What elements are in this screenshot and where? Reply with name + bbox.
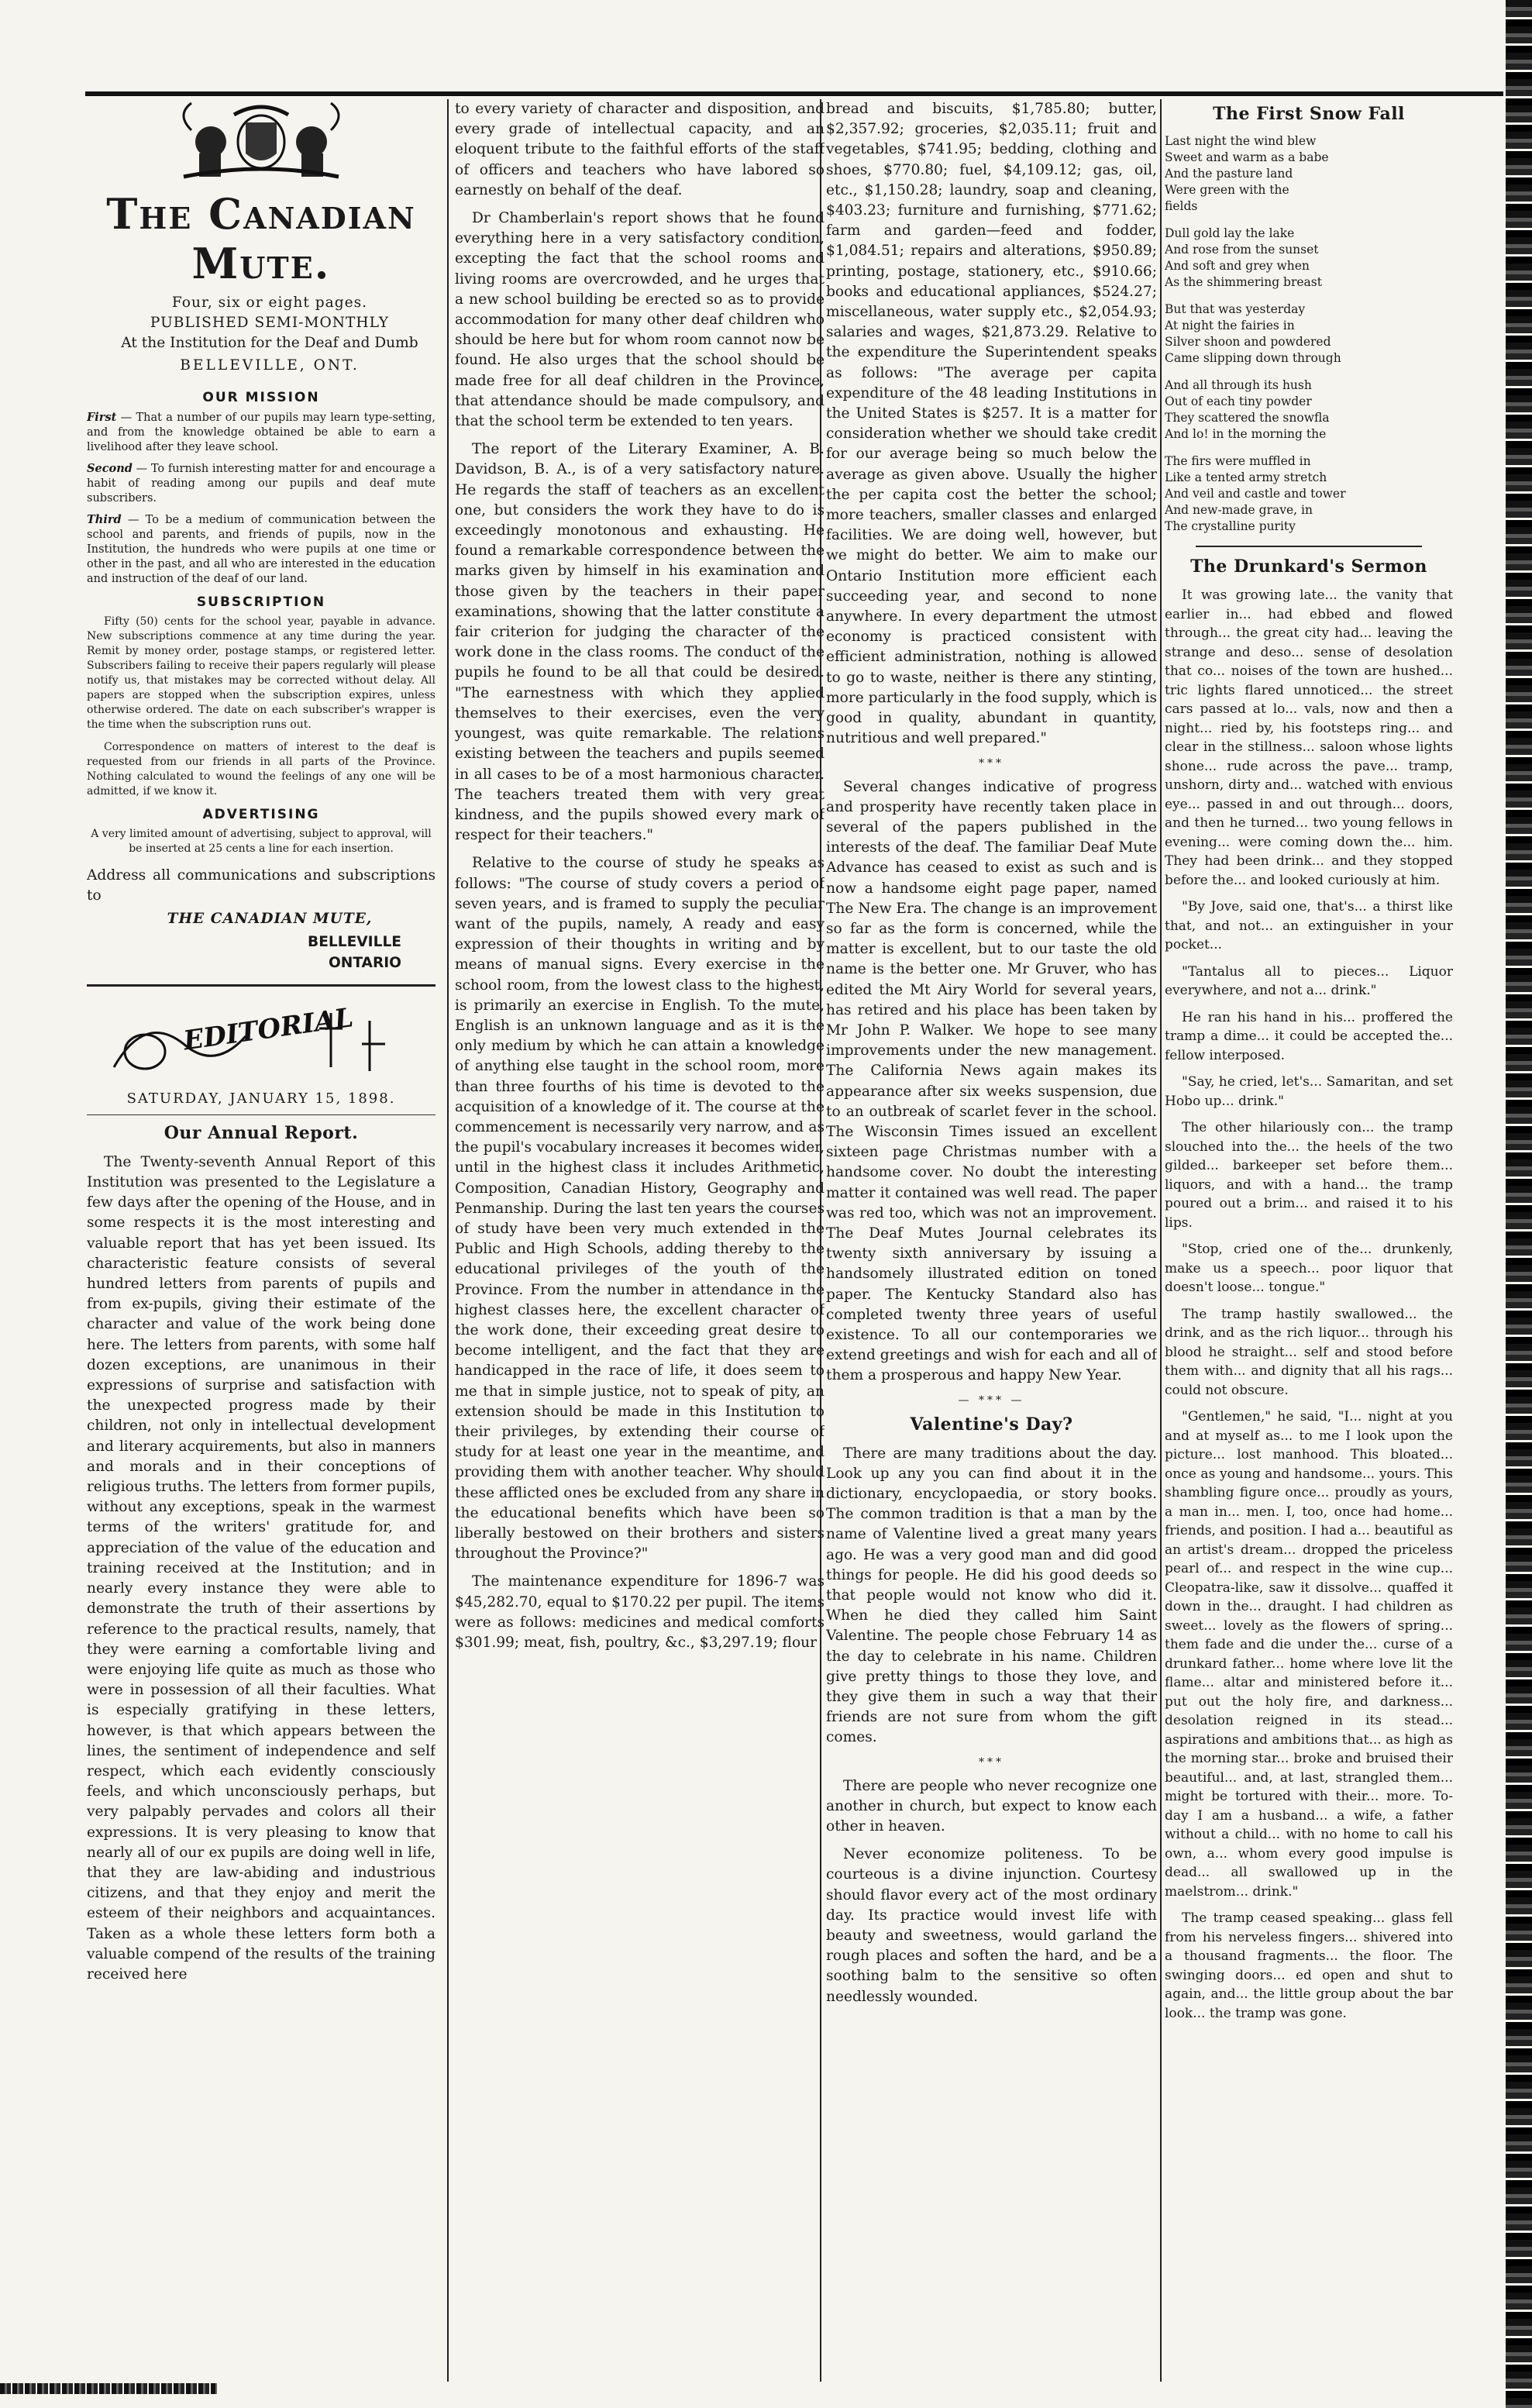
poem-line: At night the fairies in <box>1165 319 1295 332</box>
poem-line: Were green with the <box>1165 183 1289 197</box>
mission-item-text: To furnish interesting matter for and encourage a habit of reading among our pupils and deaf mute subscribers. <box>87 462 436 505</box>
address-town: BELLEVILLE <box>308 934 401 951</box>
changes-paragraph: Several changes indicative of progress and prosperity have recently taken place in several of the papers published in the interests of the deaf. The familiar Deaf Mute Advance has ceased to exist as such and is now a handsome eight page paper, named The New Era. The change is an improvement so far as the form is concerned, while the matter is excellent, but to our taste the old name is the better one. Mr Gruver, who has edited the Mt Airy World for several years, has retired and his place has been taken by Mr John P. Walker. We hope to see many improvements under the new management. The California News again makes its appearance after six weeks suspension, due to an outbreak of scarlet fever in the school. The Wisconsin Times issued an excellent sixteen page Christmas number with a handsome cover. No doubt the interesting matter it contained was well read. The paper was red too, which was not an improvement. The Deaf Mutes Journal celebrates its twenty sixth anniversary by issuing a handsomely illustrated edition on toned paper. The Kentucky Standard also has completed twenty three years of useful existence. To all our contemporaries we extend greetings and wish for each and all of them a prosperous and happy New Year. <box>826 778 1157 1384</box>
advertising-text: A very limited amount of advertising, subject to approval, will be inserted at 25 cents a line for each insertion. <box>91 827 432 855</box>
poem-line: The crystalline purity <box>1165 519 1296 533</box>
sermon-paragraph: The tramp ceased speaking... glass fell from his nerveless fingers... shivered into a thousand fragments... the floor. The swinging doors... ed open and shut to again, and... the little group about the bar look... the tramp was gone. <box>1165 1910 1453 2021</box>
article-title: Our Annual Report. <box>164 1122 359 1143</box>
divider <box>87 984 436 987</box>
mission-list <box>87 410 436 587</box>
column-2 <box>455 99 825 2386</box>
coat-of-arms-icon <box>168 99 354 184</box>
mission-item-label: Second <box>87 461 133 475</box>
poem-line: And soft and grey when <box>1165 259 1310 273</box>
poem-line: But that was yesterday <box>1165 302 1306 316</box>
column-4 <box>1165 99 1453 2386</box>
poem-line: Silver shoon and powdered <box>1165 335 1331 349</box>
separator: — *** — <box>958 1393 1025 1407</box>
sermon-paragraph: It was growing late... the vanity that earlier in... had ebbed and flowed through... the great city had... leaving the strange and deso... sense of desolation that co... noises of the town are hushed... tric lights flared unnoticed... the street cars passed at lo... vals, now and then a night... ried by, his footsteps ring... and clear in the stillness... saloon whose lights shone... rude across the pave... tramp, unshorn, dirty and... watched with envious eye... passed in and out through... doors, and then he turned... two young fellows in evening... were coming down the... him. They had been drink... and they stopped before the... and looked curiously at him. <box>1165 587 1453 888</box>
top-rule <box>85 91 1503 96</box>
valentine-paragraph: There are people who never recognize one another in church, but expect to know each other in heaven. <box>826 1777 1157 1835</box>
mission-item-label: Third <box>87 512 122 526</box>
sermon-paragraph: He ran his hand in his... proffered the tramp a dime... it could be accepted the... fellow interposed. <box>1165 1009 1453 1063</box>
article-paragraph: The Twenty-seventh Annual Report of this Institution was presented to the Legislature a few days after the opening of the House, and in some respects it is the most interesting and valuable report that has yet been issued. Its characteristic feature consists of several hundred letters from parents of pupils and from ex-pupils, giving their estimate of the character and value of the work being done here. The letters from parents, with some half dozen exceptions, are unanimous in their expressions of surprise and satisfaction with the unexpected progress made by their children, not only in intellectual development and literary acquirements, but also in manners and morals and in their conceptions of religious truths. The letters from former pupils, without any exceptions, speak in the warmest terms of the writers' gratitude for, and appreciation of the value of the education and training received at the Institution; and in nearly every instance they were able to demonstrate the truth of their assertions by reference to the practical results, namely, that they were earning a comfortable living and were enjoying life quite as much as those who were in possession of all their faculties. What is especially gratifying in these letters, however, is that which appears between the lines, the sentiment of independence and self respect, which each evidently consciously feels, and which unconsciously perhaps, but very palpably pervades and colors all their expressions. It is very pleasing to know that nearly all of our ex pupils are doing well in life, that they are law-abiding and industrious citizens, and that they enjoy and merit the esteem of their neighbors and acquaintances. Taken as a whole these letters form both a valuable compend of the results of the training received here <box>87 1153 436 1983</box>
poem-line: Like a tented army stretch <box>1165 470 1327 484</box>
editorial-banner-text: EDITORIAL <box>181 1001 356 1057</box>
masthead-institution: At the Institution for the Deaf and Dumb <box>121 335 418 352</box>
scan-edge <box>1506 0 1532 2408</box>
article-paragraph: The maintenance expenditure for 1896-7 was $45,282.70, equal to $170.22 per pupil. The items were as follows: medicines and medical comforts $301.99; meat, fish, poultry, &c., $3,297.19; flour <box>455 1573 825 1652</box>
poem-line: Came slipping down through <box>1165 351 1341 365</box>
column-rule <box>1160 99 1162 2382</box>
column-rule <box>447 99 449 2382</box>
poem-line: Sweet and warm as a babe <box>1165 150 1329 164</box>
poem-line: And rose from the sunset <box>1165 243 1319 257</box>
poem-line: And new-made grave, in <box>1165 503 1313 517</box>
mission-heading: OUR MISSION <box>202 389 320 405</box>
separator: *** <box>979 1755 1004 1769</box>
sermon-paragraph: "Stop, cried one of the... drunkenly, make us a speech... poor liquor that doesn't loose... tongue." <box>1165 1242 1453 1295</box>
poem-line: Out of each tiny powder <box>1165 394 1312 408</box>
subscription-note: Correspondence on matters of interest to the deaf is requested from our friends in all parts of the Province. Nothing calculated to wound the feelings of any one will be admitted, if we know it. <box>87 740 436 797</box>
divider <box>1196 546 1422 547</box>
subscription-heading: SUBSCRIPTION <box>196 594 326 610</box>
poem-stanza <box>1165 377 1453 443</box>
article-paragraph: Dr Chamberlain's report shows that he found everything here in a very satisfactory condition, excepting the fact that the school rooms and living rooms are overcrowded, and he urges that a new school building be erected so as to provide accommodation for many other deaf children who should be here but for whom room cannot now be found. He also urges that the school should be made free for all deaf children in the Province, that attendance should be made compulsory, and that the school term be extended to ten years. <box>455 210 825 430</box>
sermon-paragraph: "By Jove, said one, that's... a thirst like that, and not... an extinguisher in your pocket... <box>1165 899 1453 953</box>
poem-line: And veil and castle and tower <box>1165 487 1346 501</box>
poem-stanza <box>1165 226 1453 291</box>
sermon-title: The Drunkard's Sermon <box>1190 556 1427 577</box>
mission-item-text: That a number of our pupils may learn type-setting, and from the knowledge obtained be able to earn a livelihood after they leave school. <box>87 411 436 453</box>
poem-line: They scattered the snowfla <box>1165 411 1330 425</box>
poem-line: The firs were muffled in <box>1165 454 1311 468</box>
address-province: ONTARIO <box>328 954 401 971</box>
mission-item: Second — To furnish interesting matter for and encourage a habit of reading among our pupils and deaf mute subscribers. <box>87 461 436 505</box>
poem-line: And all through its hush <box>1165 378 1312 392</box>
address-name: THE CANADIAN MUTE, <box>167 911 373 928</box>
valentine-title: Valentine's Day? <box>910 1414 1073 1435</box>
poem-line: And the pasture land <box>1165 167 1293 181</box>
article-paragraph: to every variety of character and disposition, and every grade of intellectual capacity, and an eloquent tribute to the faithful efforts of the staff of officers and teachers who have labored so earnestly on behalf of the deaf. <box>455 101 825 198</box>
masthead-title: The Canadian Mute. <box>106 189 416 288</box>
mission-item: First — That a number of our pupils may learn type-setting, and from the knowledge obtained be able to earn a livelihood after they leave school. <box>87 410 436 453</box>
poem-stanza <box>1165 133 1453 215</box>
poem-line: fields <box>1165 199 1198 213</box>
article-paragraph: bread and biscuits, $1,785.80; butter, $2,357.92; groceries, $2,035.11; fruit and vegetables, $741.95; bedding, clothing and shoes, $770.80; fuel, $4,109.12; gas, oil, etc., $1,150.28; laundry, soap and cleaning, $403.23; furniture and furnishing, $771.62; farm and garden—feed and fodder, $1,084.51; repairs and alterations, $950.89; printing, postage, stationery, etc., $910.66; books and educational appliances, $524.27; miscellaneous, water supply etc., $2,054.93; salaries and wages, $21,873.29. Relative to the expenditure the Superintendent speaks as follows: "The average per capita expenditure of the 48 leading Institutions in the United States is $257. It is a matter for consideration whether we should take credit for our average being so much below the average as given above. Usually the higher the per capita cost the better the school; more teachers, smaller classes and enlarged facilities. We are doing well, however, but we might do better. We aim to make our Ontario Institution more efficient each succeeding year, and second to none anywhere. In every department the utmost economy is practiced consistent with efficient administration, nothing is allowed to go to waste, neither is there any stinting, more particularly in the food supply, which is good in quality, abundant in quantity, nutritious and well prepared." <box>826 101 1157 747</box>
sermon-paragraph: "Tantalus all to pieces... Liquor everywhere, and not a... drink." <box>1165 963 1453 998</box>
subscription-text: Fifty (50) cents for the school year, payable in advance. New subscriptions commence at any time during the year. Remit by money order, postage stamps, or registered letter. Subscribers failing to receive their papers regularly will please notify us, that mistakes may be corrected without delay. All papers are stopped when the subscription expires, unless otherwise ordered. The date on each subscriber's wrapper is the time when the subscription runs out. <box>87 615 436 731</box>
dateline-rule <box>87 1114 436 1115</box>
dateline: SATURDAY, JANUARY 15, 1898. <box>126 1090 396 1107</box>
poem-title: The First Snow Fall <box>1213 104 1405 124</box>
poem-line: And lo! in the morning the <box>1165 427 1327 441</box>
sermon-paragraph: "Gentlemen," he said, "I... night at you and at myself as... to me I look upon the picture... lost manhood. This bloated... once as young and handsome... yours. This shambling figure once... proudly as yours, a man in... men. I, too, once had home... friends, and position. I had a... beautiful as an artist's dream... dropped the priceless pearl of... and respect in the wine cup... Cleopatra-like, saw it dissolve... quaffed it down in the... draught. I had children as sweet... lovely as the flowers of spring... them fade and die under the... curse of a drunkard father... home where love lit the flame... altar and ministered before it... put out the holy fire, and darkness... desolation reigned in its stead... aspirations and ambitions that... as high as the morning star... broke and bruised their beautiful... and, at last, strangled them... might be tortured with their... more. To-day I am a husband... a wife, a father without a child... with no home to call his own, a... whom every good impulse is dead... all swallowed up in the maelstrom... drink." <box>1165 1409 1453 1900</box>
masthead-pages: Four, six or eight pages. <box>171 295 368 311</box>
masthead-published: PUBLISHED SEMI-MONTHLY <box>150 315 390 332</box>
article-paragraph: Relative to the course of study he speaks as follows: "The course of study covers a period of seven years, and is framed to supply the peculiar want of the pupils, namely, A ready and easy expression of their thoughts in writing and by means of manual signs. Every exercise in the school room, from the lowest class to the highest, is primarily an exercise in English. To the mute, English is an unknown language and as it is the only medium by which he can attain a knowledge of anything else taught in the school room, more than three fourths of his time is devoted to the acquisition of a knowledge of it. The course at the commencement is necessarily very narrow, and as the pupil's vocabulary increases it becomes wider, until in the highest class it includes Arithmetic, Composition, Canadian History, Geography and Penmanship. During the last ten years the courses of study have been very much extended in the Public and High Schools, adding thereby to the educational privileges of the youth of the Province. From the number in attendance in the highest classes here, the excellent character of the work done, their exceeding great desire to become intelligent, and the fact that they are handicapped in the race of life, it does seem to me that in simple justice, not to speak of pity, an extension should be made in this Institution to their privileges, by extending their course of study for at least one year in the meantime, and providing them with another teacher. Why should these afflicted ones be excluded from any share in the educational benefits which have been so liberally bestowed on their brothers and sisters throughout the Province?" <box>455 855 825 1562</box>
poem-line: Last night the wind blew <box>1165 134 1317 148</box>
article-paragraph: The report of the Literary Examiner, A. B. Davidson, B. A., is of a very satisfactory nature. He regards the staff of teachers as an excellent one, but considers the work they have to do is exceedingly monotonous and exhausting. He found a remarkable correspondence between the marks given by himself in his examination and those given by the teachers in their paper examinations, showing that the latter constitute a fair criterion for judging the character of the work done in the class rooms. The conduct of the pupils he found to be all that could be desired. "The earnestness with which they applied themselves to their exercises, even the very youngest, was quite remarkable. The relations existing between the teachers and pupils seemed in all cases to be of a most harmonious character. The teachers treated them with very great kindness, and the pupils showed every mark of respect for their teachers." <box>455 441 825 844</box>
mission-item: Third — To be a medium of communication between the school and parents, and friends of pupils, now in the Institution, the hundreds who were pupils at one time or other in the past, and all who are interested in the education and instruction of the deaf of our land. <box>87 512 436 585</box>
valentine-paragraph: Never economize politeness. To be courteous is a divine injunction. Courtesy should flavor every act of the most ordinary day. Its practice would invest life with beauty and sweetness, would garland the rough places and soften the hard, and be a soothing balm to the sensitive so often needlessly wounded. <box>826 1846 1157 2005</box>
poem-stanza <box>1165 453 1453 535</box>
sermon-paragraph: The tramp hastily swallowed... the drink, and as the rich liquor... through his blood he straight... self and stood before them with... and dignity that all his rags... could not obscure. <box>1165 1306 1453 1398</box>
sermon-paragraph: The other hilariously con... the tramp slouched into the... the heels of the two gilded... barkeeper set before them... liquors, and with a hand... the tramp poured out a brim... and raised it to his lips. <box>1165 1120 1453 1231</box>
mission-item-text: To be a medium of communication between the school and parents, and friends of pupils, now in the Institution, the hundreds who were pupils at one time or other in the past, and all who are interested in the education and instruction of the deaf of our land. <box>87 513 436 585</box>
address-text: Address all communications and subscriptions to <box>87 866 436 904</box>
valentine-paragraph: There are many traditions about the day. Look up any you can find about it in the dictionary, encyclopaedia, or story books. The common tradition is that a man by the name of Valentine lived a great many years ago. He was a very good man and did good things for people. He did his good deeds so that people would not know who did it. When he died they called him Saint Valentine. The people chose February 14 as the day to celebrate in his name. Children give pretty things to those they love, and they give them in such a way that their friends are not sure from whom the gift comes. <box>826 1445 1157 1746</box>
poem-line: As the shimmering breast <box>1165 275 1322 289</box>
poem-stanza <box>1165 301 1453 367</box>
column-3 <box>826 99 1157 2386</box>
poem-line: Dull gold lay the lake <box>1165 226 1295 240</box>
separator: *** <box>979 756 1004 770</box>
advertising-heading: ADVERTISING <box>202 806 320 822</box>
editorial-banner <box>98 997 424 1083</box>
column-1 <box>87 99 436 2386</box>
mission-item-label: First <box>87 410 117 424</box>
masthead-city: BELLEVILLE, ONT. <box>180 357 360 374</box>
sermon-paragraph: "Say, he cried, let's... Samaritan, and set Hobo up... drink." <box>1165 1074 1453 1109</box>
